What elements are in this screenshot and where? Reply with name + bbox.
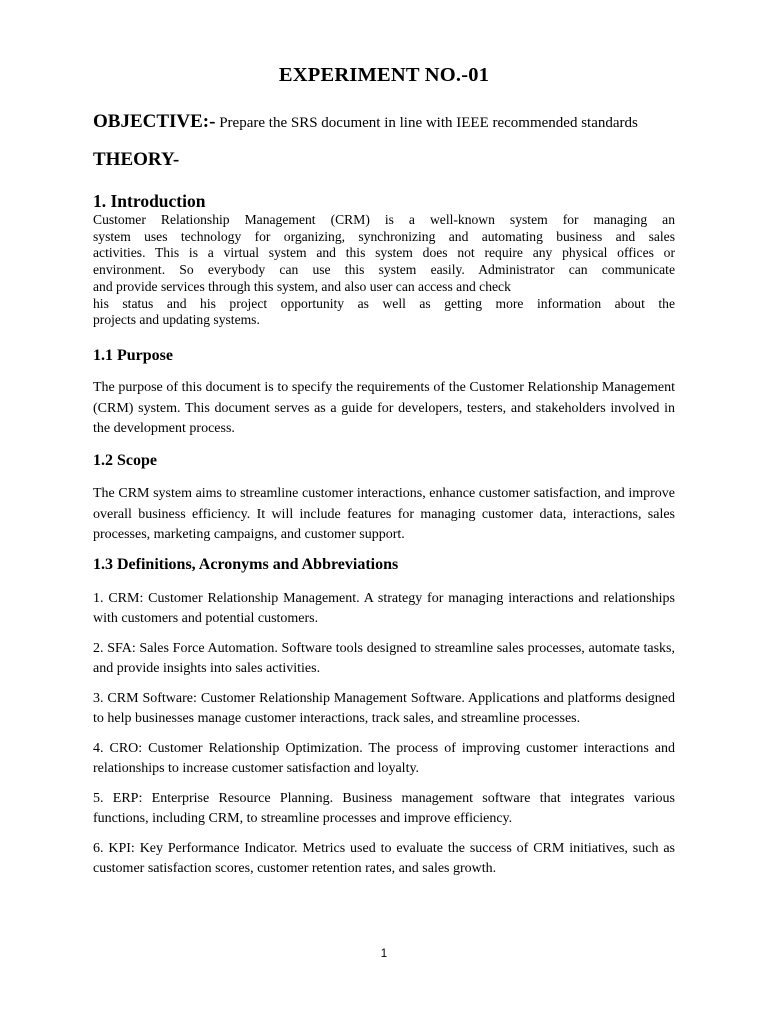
introduction-body xyxy=(93,212,675,329)
objective-label: OBJECTIVE:- xyxy=(93,111,216,132)
definition-item: 1. CRM: Customer Relationship Management. A strategy for managing interactions and relationships with customers and potential customers. xyxy=(93,591,675,626)
intro-line: environment. So everybody can use this system easily. Administrator can communicate xyxy=(93,262,675,278)
intro-line: and provide services through this system, and also user can access and check xyxy=(93,278,511,294)
intro-line: activities. This is a virtual system and this system does not require any physical offices or xyxy=(93,245,675,261)
definitions-heading: 1.3 Definitions, Acronyms and Abbreviations xyxy=(93,556,399,573)
intro-line: his status and his project opportunity as well as getting more information about the xyxy=(93,295,675,311)
purpose-heading: 1.1 Purpose xyxy=(93,347,173,364)
definitions-list xyxy=(93,589,675,889)
definition-item: 4. CRO: Customer Relationship Optimization. The process of improving customer interactions and relationships to increase customer satisfaction and loyalty. xyxy=(93,741,675,776)
definition-item: 2. SFA: Sales Force Automation. Software tools designed to streamline sales processes, automate tasks, and provide insights into sales activities. xyxy=(93,641,675,676)
purpose-paragraph: The purpose of this document is to specify the requirements of the Customer Relationship Management (CRM) system. This document serves as a guide for developers, testers, and stakeholders involved in the development process. xyxy=(93,380,675,436)
definition-item: 6. KPI: Key Performance Indicator. Metrics used to evaluate the success of CRM initiatives, such as customer satisfaction scores, customer retention rates, and sales growth. xyxy=(93,841,675,876)
page-title: EXPERIMENT NO.-01 xyxy=(278,64,490,86)
definition-item: 3. CRM Software: Customer Relationship Management Software. Applications and platforms designed to help businesses manage customer interactions, track sales, and streamline processes. xyxy=(93,691,675,726)
objective-line xyxy=(93,111,675,133)
intro-line: projects and updating systems. xyxy=(93,312,260,328)
page-number: 1 xyxy=(380,948,388,960)
introduction-heading: 1. Introduction xyxy=(93,191,206,211)
objective-text: Prepare the SRS document in line with IEEE recommended standards xyxy=(215,115,638,131)
theory-heading: THEORY- xyxy=(93,149,180,170)
intro-line: Customer Relationship Management (CRM) is a well-known system for managing an xyxy=(93,212,675,227)
definition-item: 5. ERP: Enterprise Resource Planning. Business management software that integrates various functions, including CRM, to streamline processes and improve efficiency. xyxy=(93,791,675,826)
scope-paragraph: The CRM system aims to streamline customer interactions, enhance customer satisfaction, and improve overall business efficiency. It will include features for managing customer data, interactions, sales processes, marketing campaigns, and customer support. xyxy=(93,486,675,542)
intro-line: system uses technology for organizing, synchronizing and automating business and sales xyxy=(93,228,675,244)
scope-heading: 1.2 Scope xyxy=(93,452,157,469)
